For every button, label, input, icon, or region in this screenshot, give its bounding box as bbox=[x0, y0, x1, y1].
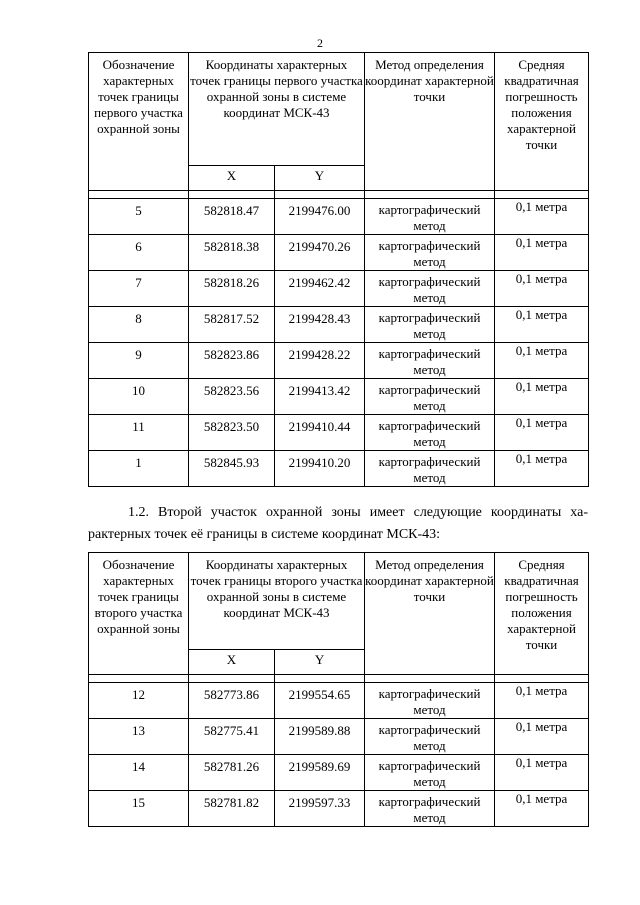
table-row bbox=[89, 235, 589, 271]
y-coordinate-cell: 2199589.88 bbox=[275, 719, 365, 755]
precision-cell: 0,1 метра bbox=[495, 683, 589, 719]
point-number-cell: 1 bbox=[89, 451, 189, 487]
header-coordinates: Координаты характерных точек границы первого участка охранной зоны в системе координат МСК-43 bbox=[189, 53, 365, 166]
table-body bbox=[89, 199, 589, 487]
method-cell: картографический метод bbox=[365, 755, 495, 791]
header-y: Y bbox=[275, 650, 365, 675]
method-cell: картографический метод bbox=[365, 791, 495, 827]
table-row bbox=[89, 271, 589, 307]
header-precision: Средняя квадратичная погрешность положения характерной точки bbox=[495, 553, 589, 675]
precision-cell: 0,1 метра bbox=[495, 451, 589, 487]
point-number-cell: 10 bbox=[89, 379, 189, 415]
table-row bbox=[89, 379, 589, 415]
y-coordinate-cell: 2199554.65 bbox=[275, 683, 365, 719]
y-coordinate-cell: 2199410.20 bbox=[275, 451, 365, 487]
table-row bbox=[89, 415, 589, 451]
table-row bbox=[89, 755, 589, 791]
x-coordinate-cell: 582823.56 bbox=[189, 379, 275, 415]
y-coordinate-cell: 2199428.43 bbox=[275, 307, 365, 343]
table-row bbox=[89, 719, 589, 755]
paragraph-line-2: рактерных точек её границы в системе координат МСК-43: bbox=[88, 527, 441, 542]
y-coordinate-cell: 2199413.42 bbox=[275, 379, 365, 415]
method-cell: картографический метод bbox=[365, 719, 495, 755]
x-coordinate-cell: 582845.93 bbox=[189, 451, 275, 487]
table-row bbox=[89, 791, 589, 827]
header-designation: Обозначение характерных точек границы второго участка охранной зоны bbox=[89, 553, 189, 675]
method-cell: картографический метод bbox=[365, 307, 495, 343]
coordinates-table-1 bbox=[88, 52, 589, 487]
coordinates-table-2 bbox=[88, 552, 589, 827]
y-coordinate-cell: 2199476.00 bbox=[275, 199, 365, 235]
header-y: Y bbox=[275, 166, 365, 191]
spacer-row bbox=[89, 675, 589, 683]
table-header-row bbox=[89, 553, 589, 650]
y-coordinate-cell: 2199470.26 bbox=[275, 235, 365, 271]
table-body bbox=[89, 683, 589, 827]
point-number-cell: 6 bbox=[89, 235, 189, 271]
precision-cell: 0,1 метра bbox=[495, 271, 589, 307]
method-cell: картографический метод bbox=[365, 199, 495, 235]
precision-cell: 0,1 метра bbox=[495, 415, 589, 451]
header-method: Метод определения координат характерной точки bbox=[365, 53, 495, 191]
precision-cell: 0,1 метра bbox=[495, 307, 589, 343]
y-coordinate-cell: 2199597.33 bbox=[275, 791, 365, 827]
table-header-row bbox=[89, 53, 589, 166]
x-coordinate-cell: 582823.86 bbox=[189, 343, 275, 379]
method-cell: картографический метод bbox=[365, 415, 495, 451]
precision-cell: 0,1 метра bbox=[495, 791, 589, 827]
paragraph-line-1: 1.2. Второй участок охранной зоны имеет следующие координаты ха- bbox=[128, 505, 588, 520]
x-coordinate-cell: 582775.41 bbox=[189, 719, 275, 755]
point-number-cell: 12 bbox=[89, 683, 189, 719]
x-coordinate-cell: 582781.26 bbox=[189, 755, 275, 791]
method-cell: картографический метод bbox=[365, 379, 495, 415]
table-row bbox=[89, 683, 589, 719]
precision-cell: 0,1 метра bbox=[495, 755, 589, 791]
point-number-cell: 5 bbox=[89, 199, 189, 235]
header-designation: Обозначение характерных точек границы первого участка охранной зоны bbox=[89, 53, 189, 191]
point-number-cell: 9 bbox=[89, 343, 189, 379]
table-row bbox=[89, 451, 589, 487]
y-coordinate-cell: 2199462.42 bbox=[275, 271, 365, 307]
x-coordinate-cell: 582817.52 bbox=[189, 307, 275, 343]
method-cell: картографический метод bbox=[365, 343, 495, 379]
point-number-cell: 8 bbox=[89, 307, 189, 343]
x-coordinate-cell: 582823.50 bbox=[189, 415, 275, 451]
table-row bbox=[89, 307, 589, 343]
precision-cell: 0,1 метра bbox=[495, 379, 589, 415]
x-coordinate-cell: 582818.47 bbox=[189, 199, 275, 235]
header-x: X bbox=[189, 166, 275, 191]
point-number-cell: 7 bbox=[89, 271, 189, 307]
header-method: Метод определения координат характерной точки bbox=[365, 553, 495, 675]
precision-cell: 0,1 метра bbox=[495, 235, 589, 271]
method-cell: картографический метод bbox=[365, 271, 495, 307]
x-coordinate-cell: 582773.86 bbox=[189, 683, 275, 719]
spacer-row bbox=[89, 191, 589, 199]
method-cell: картографический метод bbox=[365, 683, 495, 719]
point-number-cell: 15 bbox=[89, 791, 189, 827]
y-coordinate-cell: 2199589.69 bbox=[275, 755, 365, 791]
x-coordinate-cell: 582818.38 bbox=[189, 235, 275, 271]
table-row bbox=[89, 199, 589, 235]
precision-cell: 0,1 метра bbox=[495, 719, 589, 755]
point-number-cell: 11 bbox=[89, 415, 189, 451]
table-row bbox=[89, 343, 589, 379]
point-number-cell: 13 bbox=[89, 719, 189, 755]
y-coordinate-cell: 2199428.22 bbox=[275, 343, 365, 379]
header-precision: Средняя квадратичная погрешность положения характерной точки bbox=[495, 53, 589, 191]
precision-cell: 0,1 метра bbox=[495, 199, 589, 235]
point-number-cell: 14 bbox=[89, 755, 189, 791]
x-coordinate-cell: 582781.82 bbox=[189, 791, 275, 827]
header-x: X bbox=[189, 650, 275, 675]
precision-cell: 0,1 метра bbox=[495, 343, 589, 379]
page-number: 2 bbox=[317, 36, 323, 50]
method-cell: картографический метод bbox=[365, 235, 495, 271]
y-coordinate-cell: 2199410.44 bbox=[275, 415, 365, 451]
method-cell: картографический метод bbox=[365, 451, 495, 487]
x-coordinate-cell: 582818.26 bbox=[189, 271, 275, 307]
header-coordinates: Координаты характерных точек границы второго участка охранной зоны в системе координат МСК-43 bbox=[189, 553, 365, 650]
